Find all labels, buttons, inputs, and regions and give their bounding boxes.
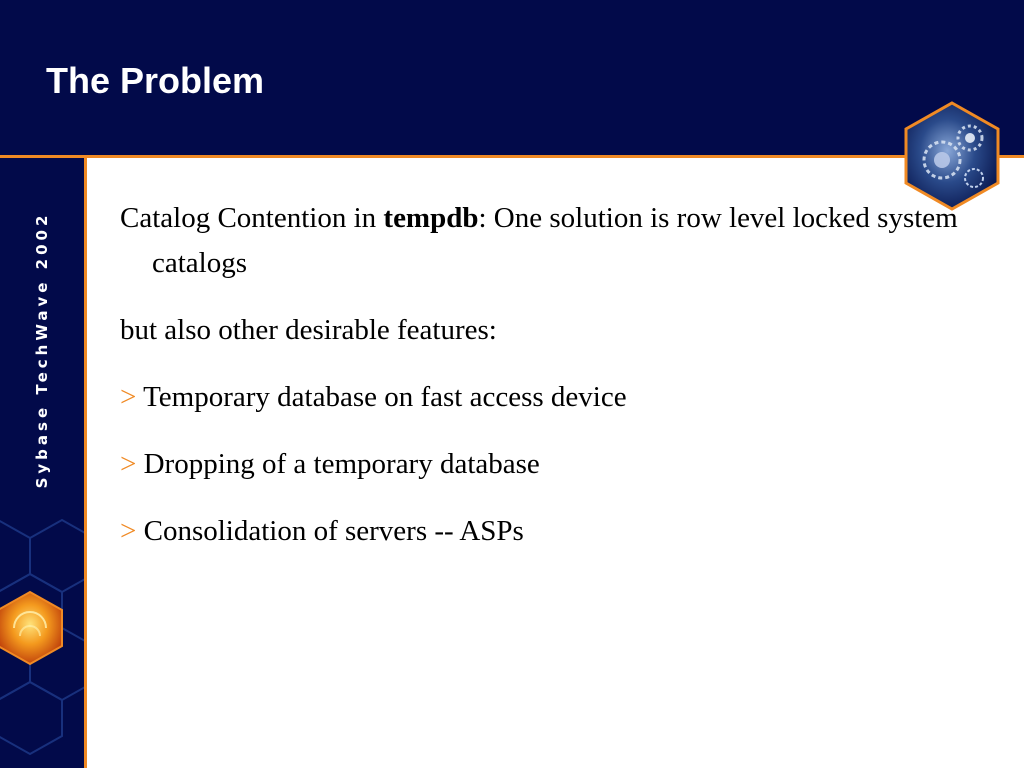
bullet-item-label: Dropping of a temporary database: [143, 448, 540, 480]
bullet-item: [120, 509, 1000, 554]
bullet-arrow-icon: >: [120, 515, 137, 547]
features-intro-paragraph: but also other desirable features:: [120, 314, 497, 346]
bullet-arrow-icon: >: [120, 381, 137, 413]
slide-body: [120, 196, 1000, 554]
bullet-arrow-icon: >: [120, 448, 137, 480]
para1-text-before: Catalog Contention in: [120, 202, 384, 234]
bullet-item: [120, 442, 1000, 487]
para1-text-after: : One solution is row level locked system catalogs: [152, 202, 958, 279]
sidebar-divider: [84, 158, 87, 768]
sidebar-brand-text: Sybase TechWave 2002: [33, 211, 51, 489]
bullet-item: [120, 375, 1000, 420]
catalog-contention-paragraph: [120, 196, 1000, 286]
tempdb-term: tempdb: [383, 202, 479, 234]
slide-title: The Problem: [46, 60, 265, 101]
header-divider: [0, 155, 1024, 158]
bullet-item-label: Temporary database on fast access device: [143, 381, 627, 413]
bullet-item-label: Consolidation of servers -- ASPs: [143, 515, 524, 547]
